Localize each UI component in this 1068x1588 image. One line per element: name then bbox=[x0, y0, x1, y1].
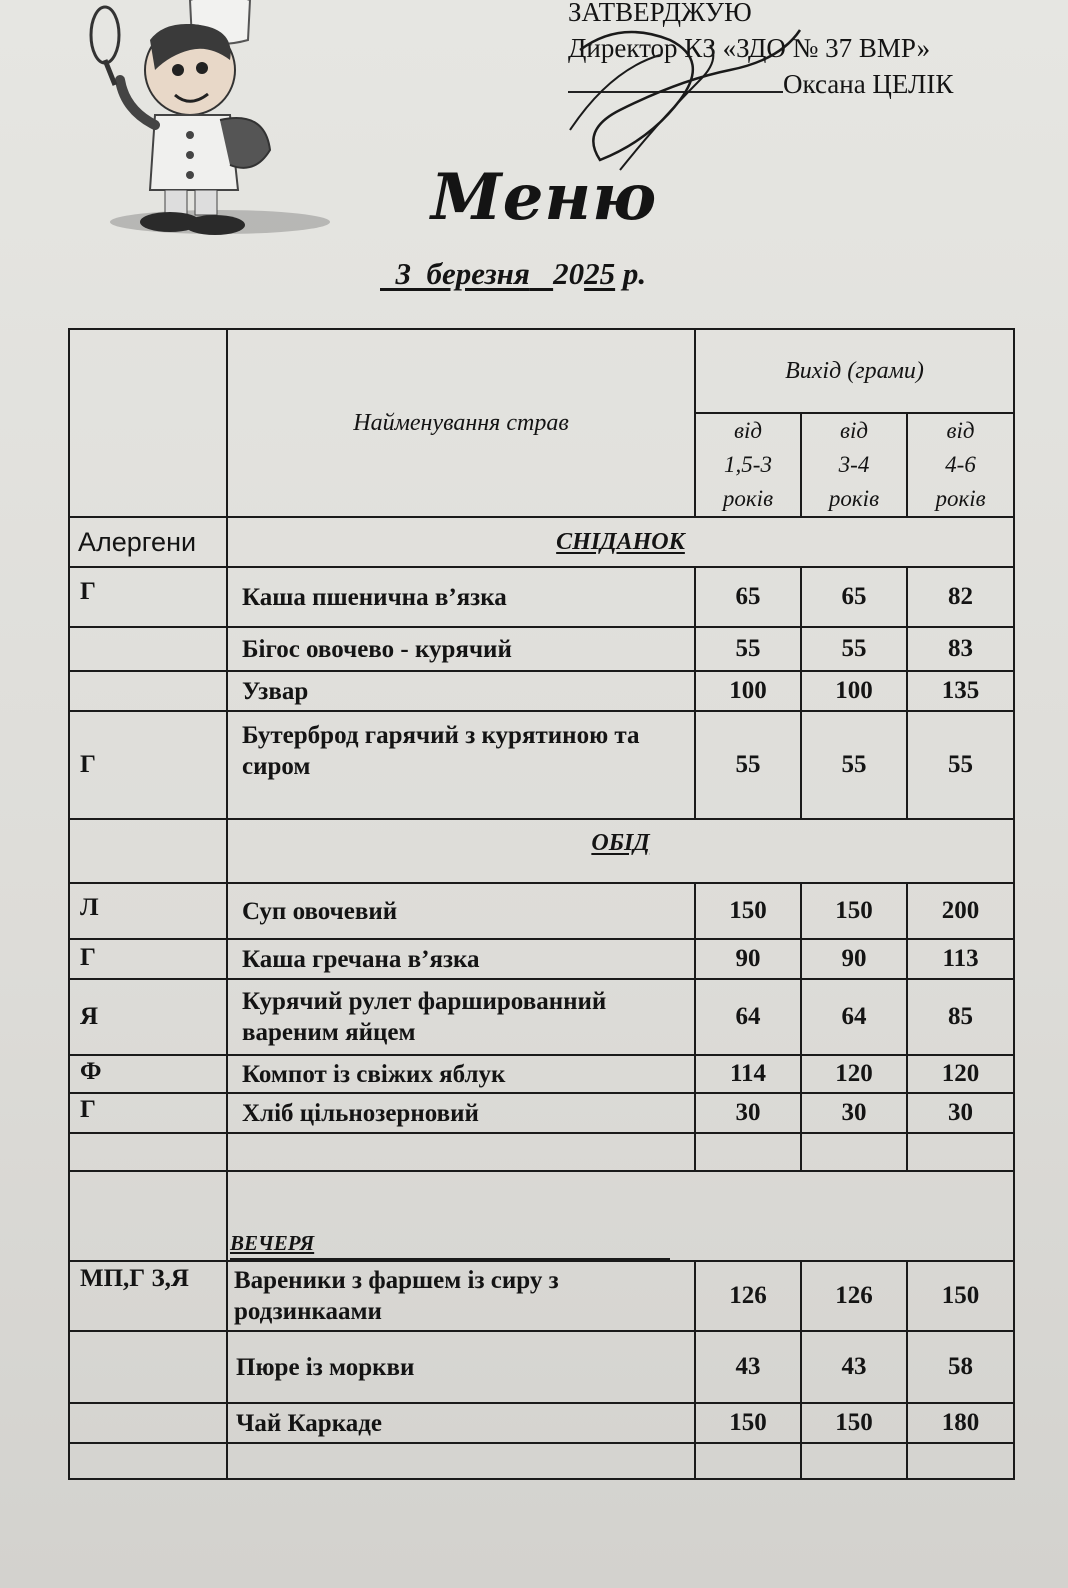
dish-name-cell: Компот із свіжих яблук bbox=[227, 1055, 695, 1093]
allergen-cell: Г bbox=[69, 1093, 227, 1133]
empty-cell bbox=[69, 819, 227, 883]
section-lunch-label: ОБІД bbox=[591, 830, 650, 856]
age-range: 3-4 bbox=[838, 452, 870, 477]
yield-cell: 43 bbox=[695, 1331, 801, 1403]
dish-name-cell: Каша гречана в’язка bbox=[227, 939, 695, 979]
empty-cell bbox=[907, 1443, 1014, 1479]
yield-cell: 55 bbox=[801, 711, 907, 819]
yield-cell: 200 bbox=[907, 883, 1014, 939]
yield-cell: 64 bbox=[801, 979, 907, 1055]
table-row bbox=[69, 627, 1014, 671]
allergen-cell: Г bbox=[69, 939, 227, 979]
header-empty-cell bbox=[69, 329, 227, 517]
yield-cell: 180 bbox=[907, 1403, 1014, 1443]
date-year-suffix: 25 bbox=[584, 256, 616, 291]
yield-cell: 55 bbox=[695, 627, 801, 671]
dish-name-cell: Пюре із моркви bbox=[227, 1331, 695, 1403]
empty-cell bbox=[227, 1443, 695, 1479]
approval-position: Директор КЗ «ЗДО № 37 ВМР» bbox=[568, 33, 931, 63]
date-day: 3 bbox=[395, 256, 411, 291]
allergen-cell: Г bbox=[69, 711, 227, 819]
section-breakfast-label: СНІДАНОК bbox=[556, 528, 685, 555]
table-row-empty bbox=[69, 1133, 1014, 1171]
yield-cell: 150 bbox=[695, 883, 801, 939]
empty-cell bbox=[801, 1443, 907, 1479]
yield-cell: 30 bbox=[801, 1093, 907, 1133]
age-unit: років bbox=[935, 486, 986, 511]
yield-cell: 55 bbox=[695, 711, 801, 819]
empty-cell bbox=[695, 1133, 801, 1171]
yield-cell: 120 bbox=[907, 1055, 1014, 1093]
menu-date bbox=[380, 256, 646, 292]
yield-cell: 30 bbox=[695, 1093, 801, 1133]
yield-cell: 30 bbox=[907, 1093, 1014, 1133]
header-age-group bbox=[695, 413, 801, 517]
table-row bbox=[69, 711, 1014, 819]
dish-name-cell: Каша пшенична в’язка bbox=[227, 567, 695, 627]
date-day-month bbox=[380, 256, 553, 291]
table-row bbox=[69, 567, 1014, 627]
table-row bbox=[69, 1093, 1014, 1133]
yield-cell: 55 bbox=[907, 711, 1014, 819]
age-prefix: від bbox=[946, 418, 975, 443]
signatory-name: Оксана ЦЕЛІК bbox=[783, 69, 954, 99]
yield-cell: 100 bbox=[695, 671, 801, 711]
menu-table bbox=[68, 328, 1015, 1480]
dish-name-cell: Бутерброд гарячий з курятиною та сиром bbox=[227, 711, 695, 819]
yield-cell: 126 bbox=[695, 1261, 801, 1331]
yield-cell: 90 bbox=[695, 939, 801, 979]
dish-name-cell: Суп овочевий bbox=[227, 883, 695, 939]
date-suffix: р. bbox=[622, 256, 647, 291]
allergen-cell: Г bbox=[69, 567, 227, 627]
table-row bbox=[69, 1403, 1014, 1443]
section-dinner-label: ВЕЧЕРЯ bbox=[230, 1231, 670, 1260]
allergen-cell bbox=[69, 1403, 227, 1443]
table-row-empty bbox=[69, 1443, 1014, 1479]
header-age-group bbox=[907, 413, 1014, 517]
allergen-cell: Я bbox=[69, 979, 227, 1055]
yield-cell: 126 bbox=[801, 1261, 907, 1331]
age-range: 1,5-3 bbox=[724, 452, 772, 477]
yield-cell: 64 bbox=[695, 979, 801, 1055]
approval-heading: ЗАТВЕРДЖУЮ bbox=[568, 0, 752, 27]
allergen-cell bbox=[69, 627, 227, 671]
table-row bbox=[69, 1261, 1014, 1331]
yield-cell: 83 bbox=[907, 627, 1014, 671]
yield-cell: 65 bbox=[695, 567, 801, 627]
yield-cell: 100 bbox=[801, 671, 907, 711]
yield-cell: 65 bbox=[801, 567, 907, 627]
section-breakfast bbox=[227, 517, 1014, 567]
age-unit: років bbox=[828, 486, 880, 511]
dish-name-cell: Бігос овочево - курячий bbox=[227, 627, 695, 671]
yield-cell: 150 bbox=[907, 1261, 1014, 1331]
age-unit: років bbox=[722, 486, 774, 511]
header-age-group bbox=[801, 413, 907, 517]
empty-cell bbox=[69, 1171, 227, 1261]
yield-cell: 150 bbox=[801, 883, 907, 939]
header-yield: Вихід (грами) bbox=[695, 329, 1014, 413]
empty-cell bbox=[69, 1443, 227, 1479]
yield-cell: 113 bbox=[907, 939, 1014, 979]
dish-name-cell: Чай Каркаде bbox=[227, 1403, 695, 1443]
handwritten-signature bbox=[560, 10, 820, 175]
date-year-prefix: 20 bbox=[553, 256, 585, 291]
empty-cell bbox=[69, 1133, 227, 1171]
table-row bbox=[69, 671, 1014, 711]
allergen-cell: Л bbox=[69, 883, 227, 939]
empty-cell bbox=[907, 1133, 1014, 1171]
yield-cell: 43 bbox=[801, 1331, 907, 1403]
table-row bbox=[69, 979, 1014, 1055]
allergen-cell: Ф bbox=[69, 1055, 227, 1093]
allergen-cell: МП,Г З,Я bbox=[69, 1261, 227, 1331]
dish-name-cell: Курячий рулет фаршированний вареним яйцем bbox=[227, 979, 695, 1055]
age-prefix: від bbox=[733, 418, 762, 443]
yield-cell: 114 bbox=[695, 1055, 801, 1093]
empty-cell bbox=[227, 1133, 695, 1171]
table-row bbox=[69, 883, 1014, 939]
header-dish-name: Найменування страв bbox=[227, 329, 695, 517]
dish-name-cell: Вареники з фаршем із сиру з родзинкаами bbox=[227, 1261, 695, 1331]
yield-cell: 55 bbox=[801, 627, 907, 671]
yield-cell: 82 bbox=[907, 567, 1014, 627]
allergens-label: Алергени bbox=[69, 517, 227, 567]
section-lunch bbox=[227, 819, 1014, 883]
table-row bbox=[69, 1331, 1014, 1403]
yield-cell: 150 bbox=[801, 1403, 907, 1443]
yield-cell: 85 bbox=[907, 979, 1014, 1055]
age-prefix: від bbox=[839, 418, 868, 443]
table-row bbox=[69, 939, 1014, 979]
yield-cell: 150 bbox=[695, 1403, 801, 1443]
allergen-cell bbox=[69, 671, 227, 711]
dish-name-cell: Узвар bbox=[227, 671, 695, 711]
yield-cell: 120 bbox=[801, 1055, 907, 1093]
page-title: Меню bbox=[430, 160, 658, 235]
allergen-cell bbox=[69, 1331, 227, 1403]
dish-name-cell: Хліб цільнозерновий bbox=[227, 1093, 695, 1133]
yield-cell: 90 bbox=[801, 939, 907, 979]
yield-cell: 135 bbox=[907, 671, 1014, 711]
yield-cell: 58 bbox=[907, 1331, 1014, 1403]
empty-cell bbox=[695, 1443, 801, 1479]
section-dinner bbox=[227, 1171, 1014, 1261]
date-month: березня bbox=[426, 256, 530, 291]
table-row bbox=[69, 1055, 1014, 1093]
empty-cell bbox=[801, 1133, 907, 1171]
age-range: 4-6 bbox=[945, 452, 976, 477]
